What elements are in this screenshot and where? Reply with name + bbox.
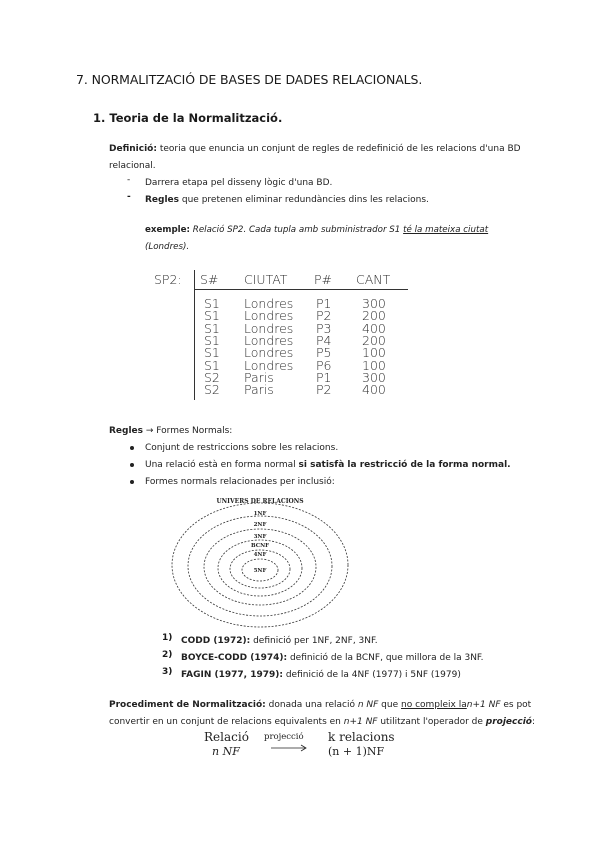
- procedure-n1nf: n+1 NF: [343, 716, 378, 727]
- relation-table-sp2: [150, 268, 410, 408]
- rule-bullet-item: [145, 474, 335, 491]
- table-cell: S2: [204, 369, 220, 385]
- rule-bullet-text: Conjunt de restriccions sobre les relacions.: [145, 443, 339, 453]
- table-cell: S1: [204, 357, 220, 373]
- level-label: 4NF: [253, 552, 267, 558]
- history-item-bold: FAGIN (1977, 1979):: [181, 670, 283, 680]
- history-item-text: definició de la BCNF, que millora de la 3NF.: [287, 653, 484, 663]
- subsection-title: 1. Teoria de la Normalització.: [93, 111, 283, 125]
- table-cell: S1: [204, 320, 220, 336]
- dash-item-bold: Regles: [145, 195, 180, 205]
- table-cell: S1: [204, 332, 220, 348]
- formula-right-top: k relacions: [328, 730, 395, 744]
- procedure-text: donada una relació: [265, 700, 358, 710]
- table-cell: S2: [204, 382, 220, 398]
- procedure-text: :: [531, 716, 536, 727]
- table-cell: Londres: [244, 357, 294, 373]
- table-cell: P6: [316, 357, 332, 373]
- table-cell: P1: [316, 369, 332, 385]
- history-item: [181, 633, 378, 650]
- table-header: S#: [200, 272, 219, 287]
- rule-bullet-text: Una relació està en forma normal: [145, 460, 299, 470]
- formula-left-top: Relació: [204, 730, 249, 744]
- section-title: 7. NORMALITZACIÓ DE BASES DE DADES RELACIONALS.: [76, 72, 423, 87]
- example-text: Relació SP2. Cada tupla amb subministrador S1: [190, 225, 404, 235]
- dash-bullet: -: [127, 175, 131, 185]
- procedure-text: que: [378, 700, 401, 710]
- level-label: BCNF: [250, 543, 270, 549]
- procedure-text: utilitzant l'operador de: [377, 716, 486, 727]
- rules-heading: [109, 423, 232, 440]
- example-underlined: té la mateixa ciutat: [403, 225, 489, 235]
- procedure-paragraph: [109, 697, 549, 730]
- history-item-bold: BOYCE-CODD (1974):: [181, 653, 288, 663]
- procedure-text: convertir en un conjunt de relacions equivalents en: [109, 716, 344, 727]
- history-item-text: definició de la 4NF (1977) i 5NF (1979): [282, 670, 461, 680]
- bullet-dot: [130, 463, 134, 467]
- rules-label: Regles: [109, 426, 144, 436]
- bullet-dot: [130, 446, 134, 450]
- table-cell: Paris: [244, 382, 274, 398]
- dash-bullet: -: [127, 192, 131, 202]
- table-cell: Londres: [244, 332, 294, 348]
- example-paragraph: [145, 222, 525, 255]
- definition-text-line1: teoria que enuncia un conjunt de regles de redefinició de les relacions d'una BD: [156, 144, 521, 154]
- normalization-formula: [196, 730, 416, 764]
- table-cell: 400: [362, 382, 386, 398]
- table-header: CIUTAT: [244, 272, 288, 287]
- rule-bullet-item: [145, 440, 338, 457]
- table-cell: P2: [316, 382, 332, 398]
- ellipse-2nf: [188, 516, 332, 616]
- table-cell: P3: [316, 320, 332, 336]
- diagram-title: UNIVERS DE RELACIONS: [216, 498, 304, 505]
- level-label: 2NF: [253, 522, 267, 528]
- definition-label: Definició:: [109, 144, 157, 154]
- procedure-nnf: n NF: [357, 700, 379, 710]
- table-cell: S1: [204, 308, 220, 324]
- right-arrow-icon: [270, 743, 308, 753]
- history-item: [181, 667, 461, 684]
- table-name: SP2:: [154, 272, 182, 287]
- normal-forms-diagram: [170, 490, 350, 630]
- table-cell: P2: [316, 308, 332, 324]
- table-cell: S1: [204, 345, 220, 361]
- table-cell: 400: [362, 320, 386, 336]
- formula-arrow-label: projecció: [264, 732, 304, 742]
- list-number: 3): [162, 667, 173, 677]
- table-cell: S1: [204, 296, 220, 311]
- formula-left-bottom: n NF: [212, 745, 240, 758]
- table-cell: P5: [316, 345, 332, 361]
- history-item-text: definició per 1NF, 2NF, 3NF.: [250, 636, 378, 646]
- table-cell: 300: [362, 296, 386, 311]
- table-horizontal-rule: [194, 289, 408, 290]
- level-label: 1NF: [253, 511, 267, 517]
- example-text-end: (Londres).: [145, 241, 190, 252]
- procedure-underlined: no compleix la: [401, 700, 467, 710]
- dash-item-text: Darrera etapa pel disseny lògic d'una BD.: [145, 178, 333, 188]
- rule-bullet-text: Formes normals relacionades per inclusió:: [145, 477, 335, 487]
- table-cell: 100: [362, 357, 386, 373]
- table-header: P#: [314, 272, 333, 287]
- formula-right-bottom: (n + 1)NF: [328, 745, 385, 758]
- procedure-label: Procediment de Normalització:: [109, 700, 266, 710]
- procedure-n1nf: n+1 NF: [466, 700, 501, 710]
- table-cell: Paris: [244, 369, 274, 385]
- list-number: 2): [162, 650, 173, 660]
- rule-bullet-bold: si satisfà la restricció de la forma normal.: [298, 460, 511, 470]
- bullet-dot: [130, 480, 134, 484]
- table-cell: Londres: [244, 296, 294, 311]
- table-header: CANT: [356, 272, 391, 287]
- level-label: 3NF: [253, 534, 267, 540]
- level-label: 5NF: [253, 568, 267, 574]
- table-cell: 200: [362, 308, 386, 324]
- table-cell: Londres: [244, 320, 294, 336]
- table-cell: 200: [362, 332, 386, 348]
- table-cell: 100: [362, 345, 386, 361]
- procedure-text: es pot: [500, 700, 532, 710]
- table-cell: P1: [316, 296, 332, 311]
- ellipse-3nf: [204, 529, 316, 605]
- table-cell: Londres: [244, 308, 294, 324]
- rules-arrow-text: → Formes Normals:: [143, 426, 233, 436]
- dash-item-text: que pretenen eliminar redundàncies dins les relacions.: [179, 195, 429, 205]
- dash-item: [145, 192, 429, 209]
- history-item: [181, 650, 484, 667]
- dash-item: [145, 175, 332, 192]
- table-cell: Londres: [244, 345, 294, 361]
- history-item-bold: CODD (1972):: [181, 636, 251, 646]
- rule-bullet-item: [145, 457, 511, 474]
- list-number: 1): [162, 633, 173, 643]
- definition-text-line2: relacional.: [109, 160, 156, 171]
- procedure-projection: projecció: [485, 716, 532, 727]
- table-cell: P4: [316, 332, 332, 348]
- example-label: exemple:: [145, 225, 191, 235]
- table-cell: 300: [362, 369, 386, 385]
- definition-paragraph: [109, 141, 529, 174]
